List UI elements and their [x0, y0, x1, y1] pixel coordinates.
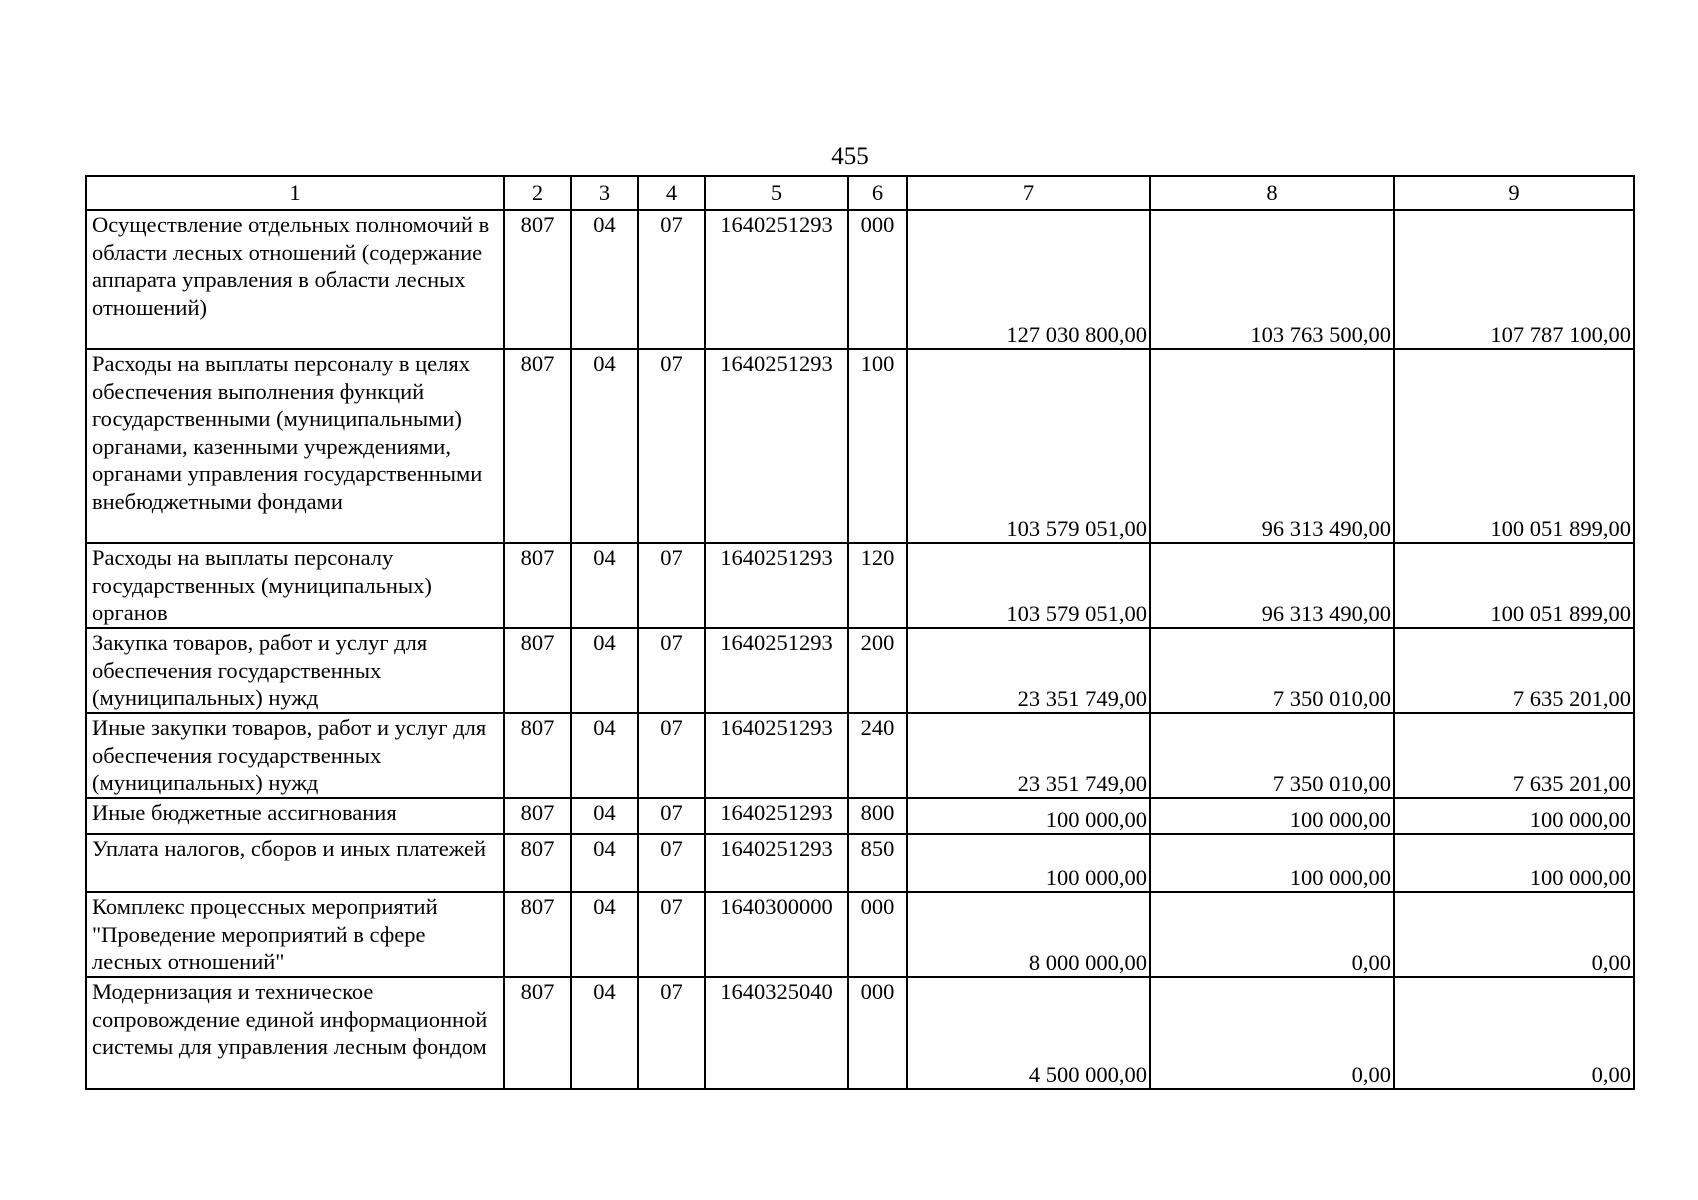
header-row — [86, 176, 1634, 210]
column-header-4: 4 — [638, 176, 705, 210]
code-col-6: 800 — [848, 798, 907, 834]
amount-col-7: 103 579 051,00 — [907, 349, 1150, 543]
code-col-5: 1640251293 — [705, 210, 848, 349]
code-col-6: 240 — [848, 713, 907, 798]
table-row — [86, 834, 1634, 892]
table-row — [86, 349, 1634, 543]
code-col-2: 807 — [504, 798, 571, 834]
row-name: Расходы на выплаты персоналу в целях обеспечения выполнения функций государственными (муниципальными) органами, казенными учреждениями, органами управления государственными внебюджетными фондами — [86, 349, 504, 543]
code-col-5: 1640251293 — [705, 543, 848, 628]
code-col-3: 04 — [571, 798, 638, 834]
code-col-3: 04 — [571, 834, 638, 892]
code-col-5: 1640325040 — [705, 977, 848, 1089]
column-header-1: 1 — [86, 176, 504, 210]
code-col-3: 04 — [571, 892, 638, 977]
code-col-4: 07 — [638, 628, 705, 713]
code-col-2: 807 — [504, 210, 571, 349]
code-col-6: 200 — [848, 628, 907, 713]
row-name: Осуществление отдельных полномочий в области лесных отношений (содержание аппарата управления в области лесных отношений) — [86, 210, 504, 349]
row-name: Закупка товаров, работ и услуг для обеспечения государственных (муниципальных) нужд — [86, 628, 504, 713]
amount-col-9: 100 000,00 — [1394, 834, 1634, 892]
column-header-5: 5 — [705, 176, 848, 210]
code-col-5: 1640251293 — [705, 798, 848, 834]
code-col-5: 1640300000 — [705, 892, 848, 977]
amount-col-8: 96 313 490,00 — [1150, 543, 1394, 628]
row-name: Модернизация и техническое сопровождение единой информационной системы для управления лесным фондом — [86, 977, 504, 1089]
budget-table — [85, 175, 1635, 1090]
amount-col-7: 23 351 749,00 — [907, 628, 1150, 713]
code-col-3: 04 — [571, 628, 638, 713]
code-col-3: 04 — [571, 977, 638, 1089]
code-col-2: 807 — [504, 977, 571, 1089]
code-col-3: 04 — [571, 210, 638, 349]
code-col-2: 807 — [504, 349, 571, 543]
table-row — [86, 543, 1634, 628]
code-col-2: 807 — [504, 628, 571, 713]
amount-col-8: 7 350 010,00 — [1150, 713, 1394, 798]
code-col-4: 07 — [638, 892, 705, 977]
row-name: Расходы на выплаты персоналу государственных (муниципальных) органов — [86, 543, 504, 628]
code-col-6: 000 — [848, 210, 907, 349]
amount-col-7: 100 000,00 — [907, 834, 1150, 892]
amount-col-9: 7 635 201,00 — [1394, 628, 1634, 713]
amount-col-9: 100 000,00 — [1394, 798, 1634, 834]
code-col-2: 807 — [504, 892, 571, 977]
code-col-4: 07 — [638, 210, 705, 349]
column-header-7: 7 — [907, 176, 1150, 210]
code-col-2: 807 — [504, 834, 571, 892]
code-col-6: 100 — [848, 349, 907, 543]
code-col-5: 1640251293 — [705, 349, 848, 543]
row-name: Уплата налогов, сборов и иных платежей — [86, 834, 504, 892]
code-col-6: 000 — [848, 977, 907, 1089]
row-name: Иные бюджетные ассигнования — [86, 798, 504, 834]
amount-col-9: 100 051 899,00 — [1394, 349, 1634, 543]
table-row — [86, 713, 1634, 798]
code-col-4: 07 — [638, 543, 705, 628]
amount-col-9: 0,00 — [1394, 977, 1634, 1089]
row-name: Иные закупки товаров, работ и услуг для обеспечения государственных (муниципальных) нужд — [86, 713, 504, 798]
code-col-4: 07 — [638, 349, 705, 543]
code-col-4: 07 — [638, 798, 705, 834]
column-header-8: 8 — [1150, 176, 1394, 210]
row-name: Комплекс процессных мероприятий "Проведение мероприятий в сфере лесных отношений" — [86, 892, 504, 977]
amount-col-7: 4 500 000,00 — [907, 977, 1150, 1089]
code-col-4: 07 — [638, 834, 705, 892]
column-header-6: 6 — [848, 176, 907, 210]
column-header-2: 2 — [504, 176, 571, 210]
table-row — [86, 798, 1634, 834]
page-number: 455 — [831, 143, 869, 170]
amount-col-8: 100 000,00 — [1150, 798, 1394, 834]
code-col-6: 850 — [848, 834, 907, 892]
code-col-4: 07 — [638, 713, 705, 798]
code-col-2: 807 — [504, 543, 571, 628]
table-row — [86, 210, 1634, 349]
amount-col-8: 100 000,00 — [1150, 834, 1394, 892]
column-header-9: 9 — [1394, 176, 1634, 210]
amount-col-9: 0,00 — [1394, 892, 1634, 977]
code-col-5: 1640251293 — [705, 713, 848, 798]
amount-col-8: 103 763 500,00 — [1150, 210, 1394, 349]
amount-col-9: 107 787 100,00 — [1394, 210, 1634, 349]
table-row — [86, 892, 1634, 977]
amount-col-7: 23 351 749,00 — [907, 713, 1150, 798]
code-col-3: 04 — [571, 543, 638, 628]
code-col-5: 1640251293 — [705, 834, 848, 892]
code-col-4: 07 — [638, 977, 705, 1089]
amount-col-8: 0,00 — [1150, 892, 1394, 977]
amount-col-7: 8 000 000,00 — [907, 892, 1150, 977]
column-header-3: 3 — [571, 176, 638, 210]
code-col-3: 04 — [571, 713, 638, 798]
amount-col-7: 103 579 051,00 — [907, 543, 1150, 628]
code-col-2: 807 — [504, 713, 571, 798]
code-col-6: 120 — [848, 543, 907, 628]
code-col-3: 04 — [571, 349, 638, 543]
table-row — [86, 628, 1634, 713]
amount-col-8: 96 313 490,00 — [1150, 349, 1394, 543]
code-col-5: 1640251293 — [705, 628, 848, 713]
code-col-6: 000 — [848, 892, 907, 977]
amount-col-7: 127 030 800,00 — [907, 210, 1150, 349]
table-row — [86, 977, 1634, 1089]
amount-col-7: 100 000,00 — [907, 798, 1150, 834]
amount-col-9: 100 051 899,00 — [1394, 543, 1634, 628]
amount-col-8: 7 350 010,00 — [1150, 628, 1394, 713]
amount-col-9: 7 635 201,00 — [1394, 713, 1634, 798]
amount-col-8: 0,00 — [1150, 977, 1394, 1089]
